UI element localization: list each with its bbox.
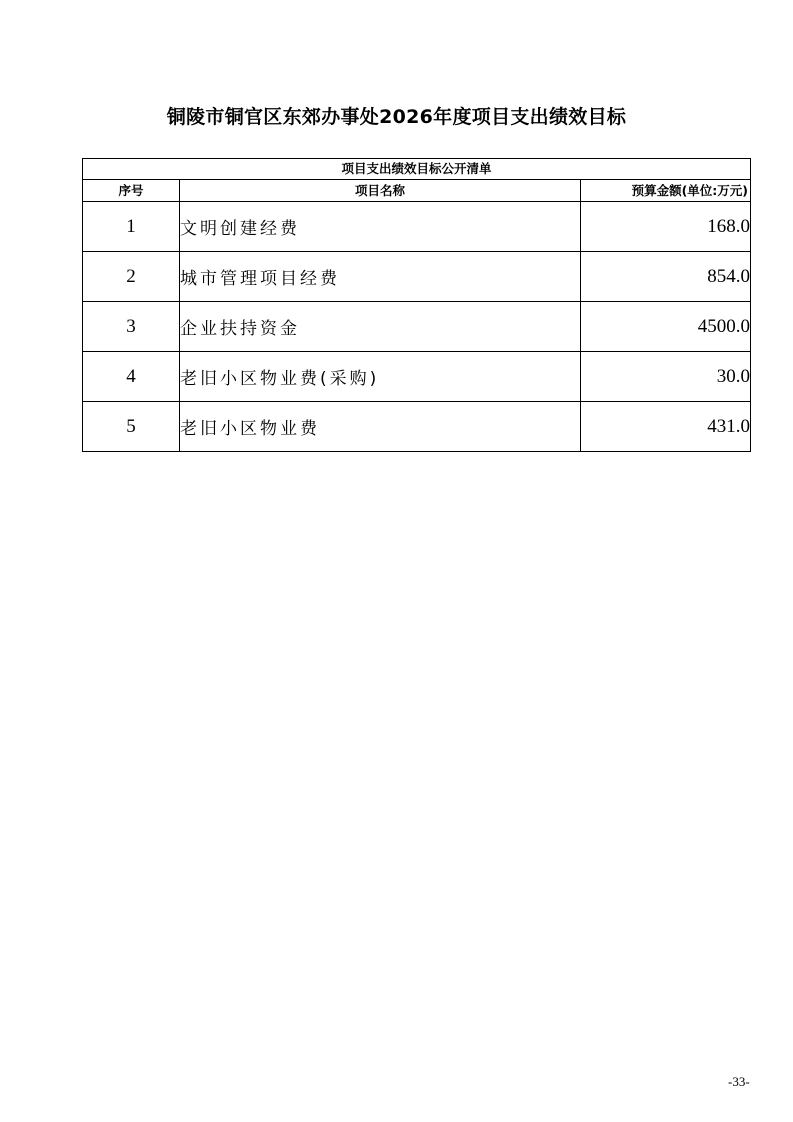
header-seq: 序号: [83, 180, 180, 202]
table-caption: 项目支出绩效目标公开清单: [83, 159, 751, 180]
row-name: 文明创建经费: [180, 202, 581, 252]
table-row: [83, 252, 751, 302]
row-seq: 1: [83, 202, 180, 252]
row-seq: 5: [83, 402, 180, 452]
table-row: [83, 302, 751, 352]
row-name: 企业扶持资金: [180, 302, 581, 352]
row-seq: 3: [83, 302, 180, 352]
table-caption-row: [83, 159, 751, 180]
row-seq: 4: [83, 352, 180, 402]
table-header-row: [83, 180, 751, 202]
row-name: 城市管理项目经费: [180, 252, 581, 302]
table-row: [83, 402, 751, 452]
row-amount: 854.0: [581, 252, 751, 302]
row-amount: 168.0: [581, 202, 751, 252]
header-name: 项目名称: [180, 180, 581, 202]
row-amount: 431.0: [581, 402, 751, 452]
document-title: 铜陵市铜官区东郊办事处2026年度项目支出绩效目标: [166, 106, 627, 128]
row-name: 老旧小区物业费(采购): [180, 352, 581, 402]
header-amount: 预算金额(单位:万元): [581, 180, 751, 202]
row-amount: 4500.0: [581, 302, 751, 352]
table-row: [83, 352, 751, 402]
row-seq: 2: [83, 252, 180, 302]
project-budget-table: [82, 158, 751, 452]
table-row: [83, 202, 751, 252]
row-amount: 30.0: [581, 352, 751, 402]
row-name: 老旧小区物业费: [180, 402, 581, 452]
page-number: -33-: [728, 1074, 750, 1089]
